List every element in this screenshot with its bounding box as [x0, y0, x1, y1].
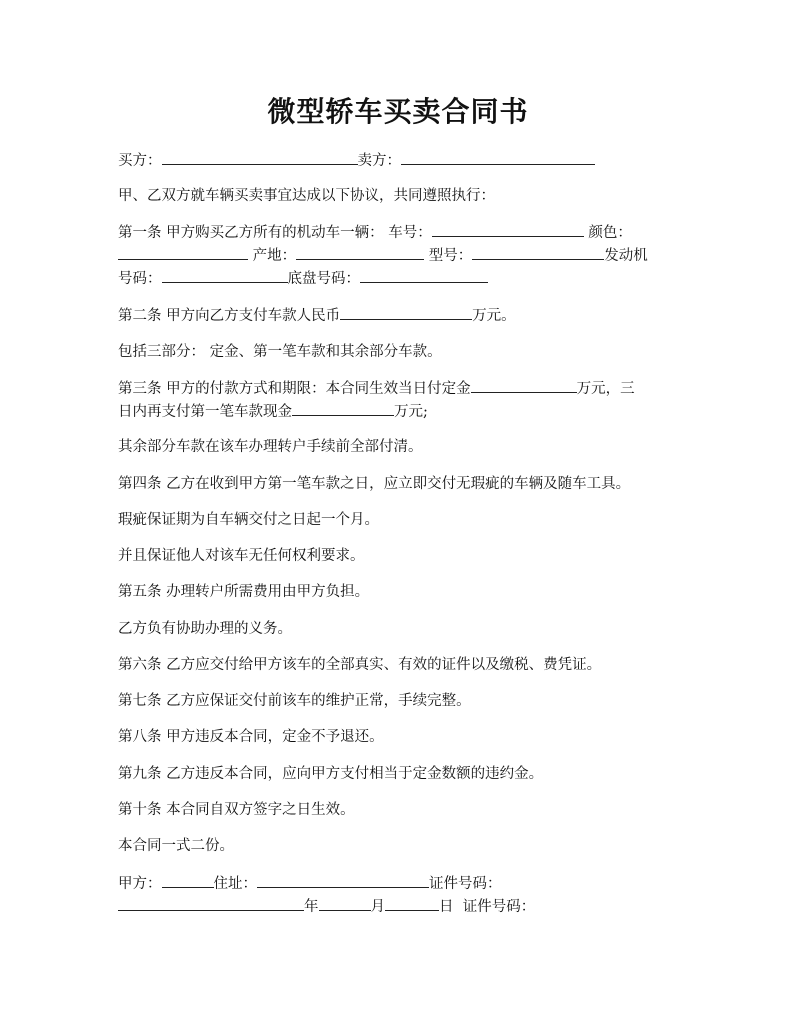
signature-blank[interactable]: [118, 896, 304, 911]
article-3-line-1: [118, 378, 678, 399]
article-3-text: 第三条 甲方的付款方式和期限：本合同生效当日付定金: [118, 381, 471, 397]
article-3-detail: 其余部分车款在该车办理转户手续前全部付清。: [118, 439, 423, 455]
id-number-label-2: 证件号码：: [462, 899, 536, 915]
article-7: 第七条 乙方应保证交付前该车的维护正常，手续完整。: [118, 693, 471, 709]
chassis-blank[interactable]: [360, 268, 488, 283]
article-9: 第九条 乙方违反本合同，应向甲方支付相当于定金数额的违约金。: [118, 766, 544, 782]
engine-number-label: 号码：: [118, 271, 162, 287]
address-blank[interactable]: [257, 873, 429, 888]
intro-text: 甲、乙双方就车辆买卖事宜达成以下协议，共同遵照执行：: [118, 188, 495, 204]
article-2-unit: 万元。: [472, 308, 516, 324]
article-4: 第四条 乙方在收到甲方第一笔车款之日，应立即交付无瑕疵的车辆及随车工具。: [118, 476, 631, 492]
deposit-blank[interactable]: [471, 378, 577, 393]
party-a-label: 甲方：: [118, 876, 162, 892]
seller-label: 卖方：: [357, 153, 401, 169]
document-title: 微型轿车买卖合同书: [267, 95, 529, 128]
color-label: 颜色：: [588, 225, 632, 241]
article-1-line-1: [118, 222, 678, 243]
chassis-label: 底盘号码：: [287, 271, 360, 287]
article-3-unit: 万元，三: [576, 381, 635, 397]
article-10: 第十条 本合同自双方签字之日生效。: [118, 802, 355, 818]
model-label: 型号：: [428, 248, 473, 264]
article-3-line-2: [118, 401, 678, 422]
day-label: 日: [439, 899, 454, 915]
article-1-line-2: [118, 245, 678, 266]
engine-number-blank[interactable]: [162, 268, 288, 283]
address-label: 住址：: [213, 876, 257, 892]
copies-text: 本合同一式二份。: [118, 838, 234, 854]
model-blank[interactable]: [472, 245, 604, 260]
seller-blank[interactable]: [401, 150, 595, 165]
first-payment-blank[interactable]: [292, 401, 394, 416]
month-blank[interactable]: [319, 896, 371, 911]
article-4-detail-1: 瑕疵保证期为自车辆交付之日起一个月。: [118, 512, 379, 528]
color-blank[interactable]: [118, 245, 248, 260]
article-2-detail: 包括三部分： 定金、第一笔车款和其余部分车款。: [118, 344, 442, 360]
origin-label: 产地：: [252, 248, 297, 264]
day-blank[interactable]: [385, 896, 439, 911]
buyer-blank[interactable]: [162, 150, 358, 165]
article-5: 第五条 办理转户所需费用由甲方负担。: [118, 584, 370, 600]
article-1-text: 第一条 甲方购买乙方所有的机动车一辆： 车号：: [118, 225, 432, 241]
plate-number-blank[interactable]: [432, 222, 584, 237]
article-6: 第六条 乙方应交付给甲方该车的全部真实、有效的证件以及缴税、费凭证。: [118, 657, 602, 673]
article-2-text: 第二条 甲方向乙方支付车款人民币: [118, 308, 341, 324]
parties-line: [118, 150, 678, 171]
article-8: 第八条 甲方违反本合同，定金不予退还。: [118, 729, 384, 745]
article-5-detail: 乙方负有协助办理的义务。: [118, 621, 292, 637]
engine-label: 发动机: [604, 248, 648, 264]
article-4-detail-2: 并且保证他人对该车无任何权利要求。: [118, 548, 365, 564]
id-number-label: 证件号码：: [429, 876, 502, 892]
signature-line-1: [118, 873, 678, 894]
origin-blank[interactable]: [296, 245, 424, 260]
article-2: [118, 305, 678, 326]
article-3-line-2-text: 日内再支付第一笔车款现金: [118, 404, 292, 420]
year-label: 年: [304, 899, 319, 915]
article-3-unit-2: 万元;: [394, 404, 428, 420]
month-label: 月: [370, 899, 385, 915]
party-a-blank[interactable]: [162, 873, 214, 888]
buyer-label: 买方：: [118, 153, 162, 169]
signature-line-2: [118, 896, 678, 917]
price-blank[interactable]: [340, 305, 472, 320]
article-1-line-3: [118, 268, 678, 289]
